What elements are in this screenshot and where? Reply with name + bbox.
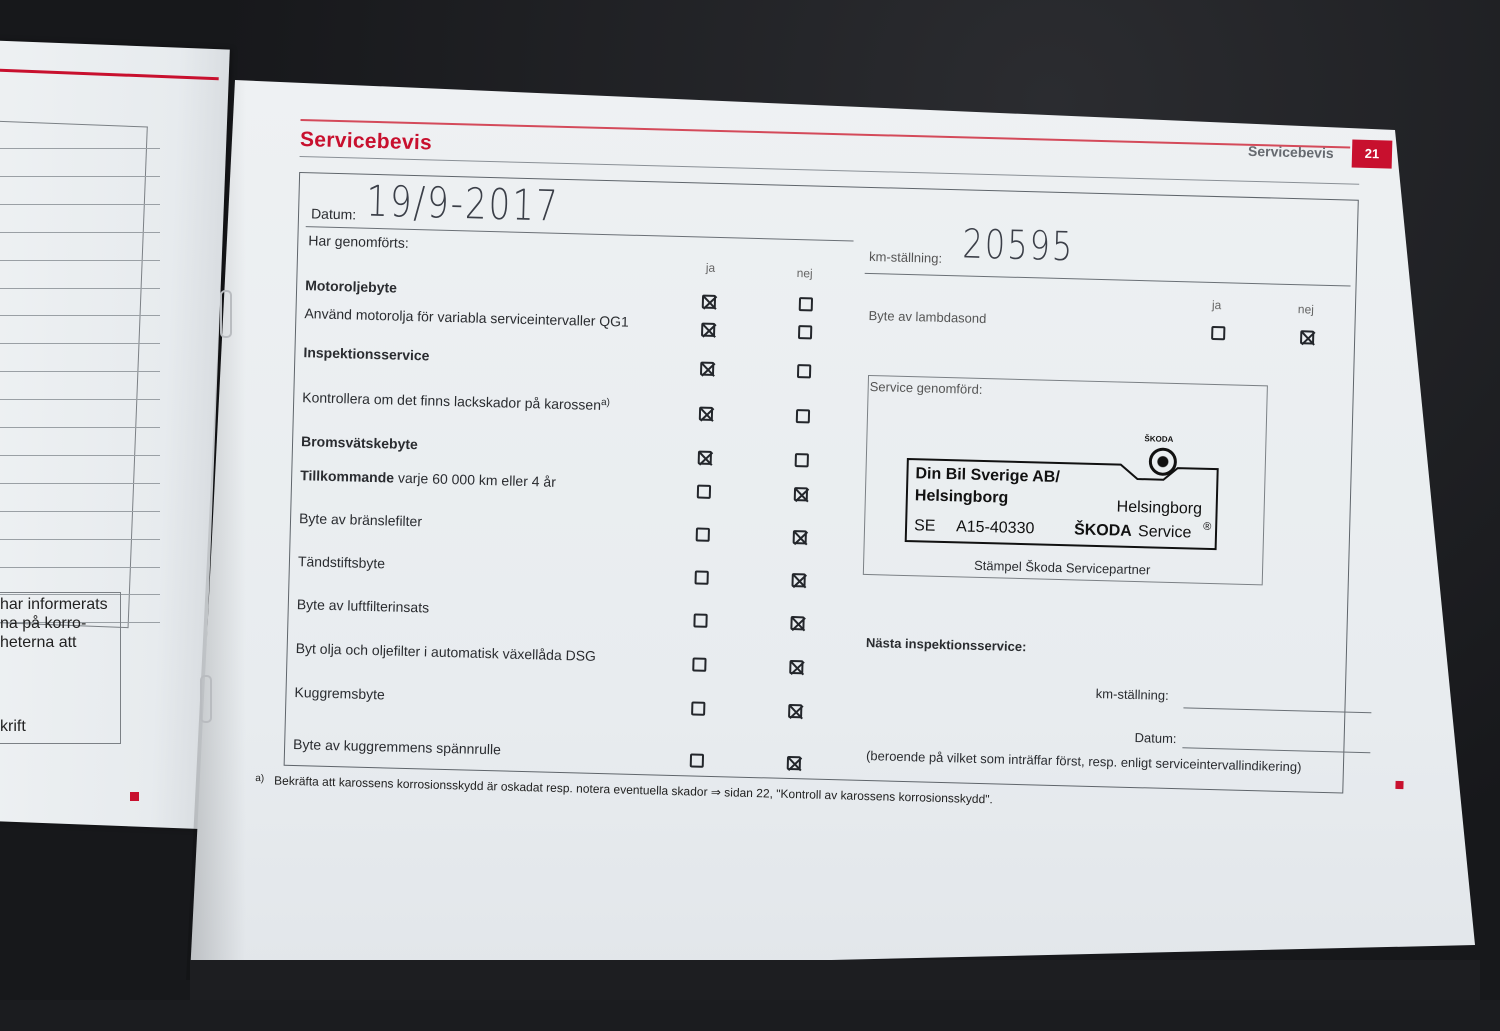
- checkbox-no[interactable]: [798, 325, 812, 339]
- checklist-item-text: Tillkommande: [300, 467, 395, 486]
- checklist-item-label: [301, 433, 418, 452]
- done-label: Har genomförts:: [308, 232, 409, 251]
- checkbox-no[interactable]: [789, 660, 803, 674]
- section-header: Servicebevis: [1247, 142, 1334, 162]
- checklist-item-text: Byt olja och oljefilter i automatisk växellåda DSG: [295, 640, 597, 664]
- checkbox-yes[interactable]: [690, 753, 704, 767]
- checkbox-no[interactable]: [787, 756, 801, 770]
- checkbox-yes[interactable]: [700, 362, 714, 376]
- stamp-brand-small: ŠKODA: [1144, 434, 1174, 444]
- next-service-label: Nästa inspektionsservice:: [865, 634, 1027, 655]
- page-number-badge: 21: [1352, 140, 1393, 169]
- left-page-bottom-text: krift: [0, 718, 26, 735]
- checkbox-yes[interactable]: [698, 451, 712, 465]
- date-label: Datum:: [310, 205, 357, 223]
- checkbox-no[interactable]: [795, 453, 809, 467]
- stamp-caption: Stämpel Škoda Servicepartner: [973, 557, 1151, 578]
- checkbox-yes[interactable]: [693, 613, 707, 627]
- col-no-header: nej: [796, 266, 813, 281]
- next-date-label: Datum:: [1134, 730, 1177, 747]
- checklist-item-text: Kuggremsbyte: [294, 684, 386, 703]
- stamp-code: A15-40330: [955, 518, 1035, 538]
- next-km-label: km-ställning:: [1095, 686, 1169, 703]
- footnote-text: Bekräfta att karossens korrosionsskydd är oskadat resp. notera eventuella skador ⇒ sidan 22, "Kontroll av karossens korrosionsskydd".: [273, 773, 994, 807]
- checkbox-no[interactable]: [790, 616, 804, 630]
- right-red-square: [1395, 781, 1403, 789]
- checklist-item-label: [298, 553, 386, 571]
- lambda-no-checkbox[interactable]: [1300, 330, 1314, 344]
- checklist-item-text: Inspektionsservice: [303, 344, 430, 364]
- checkbox-no[interactable]: [788, 704, 802, 718]
- col-yes-header: ja: [705, 260, 716, 275]
- checklist-item-text: Byte av kuggremmens spännrulle: [292, 736, 502, 758]
- checkbox-yes[interactable]: [692, 657, 706, 671]
- lambda-label: Byte av lambdasond: [868, 307, 987, 327]
- stamp-brand: ŠKODA: [1073, 521, 1133, 540]
- checkbox-yes[interactable]: [691, 701, 705, 715]
- left-page-line: na på korro-: [0, 615, 87, 632]
- checklist-item-text: Byte av luftfilterinsats: [296, 596, 430, 616]
- checklist-item-text: Bromsvätskebyte: [300, 433, 419, 453]
- checkbox-yes[interactable]: [702, 295, 716, 309]
- checklist-item-text: Tändstiftsbyte: [297, 553, 386, 572]
- lambda-col-yes-header: ja: [1211, 297, 1222, 313]
- km-label: km-ställning:: [868, 248, 943, 266]
- checkbox-no[interactable]: [791, 573, 805, 587]
- checklist-item-label: [305, 277, 397, 295]
- checkbox-no[interactable]: [799, 297, 813, 311]
- checklist-item-label: [303, 344, 429, 363]
- next-note: (beroende på vilket som inträffar först, resp. enligt serviceintervallindikering): [865, 748, 1302, 775]
- stamp-city: Helsingborg: [1116, 498, 1203, 518]
- checklist-item-text: Kontrollera om det finns lackskador på karossen: [302, 389, 602, 413]
- top-red-rule: [300, 119, 1350, 148]
- stamp-code-prefix: SE: [913, 517, 936, 535]
- checklist-item-suffix: a): [600, 396, 611, 409]
- checkbox-yes[interactable]: [697, 485, 711, 499]
- km-handwritten: 20595: [961, 219, 1075, 271]
- left-page-line: har informerats: [0, 596, 108, 613]
- stamp-line2: Helsingborg: [914, 487, 1009, 507]
- checkbox-no[interactable]: [797, 364, 811, 378]
- checkbox-no[interactable]: [794, 487, 808, 501]
- dealer-stamp: [904, 434, 1221, 551]
- checklist-item-text: Använd motorolja för variabla serviceintervaller QG1: [304, 305, 630, 330]
- checklist-item-label: [299, 510, 422, 529]
- checklist-item-label: [297, 596, 430, 615]
- footnote-marker: a): [255, 773, 265, 785]
- checklist-item-suffix: varje 60 000 km eller 4 år: [393, 469, 557, 490]
- left-page-line: heterna att: [0, 634, 77, 651]
- stamp-service: Service: [1137, 523, 1192, 542]
- stamp-line1: Din Bil Sverige AB/: [915, 465, 1060, 487]
- checkbox-yes[interactable]: [701, 323, 715, 337]
- checkbox-yes[interactable]: [695, 570, 709, 584]
- checkbox-no[interactable]: [793, 530, 807, 544]
- stamp-reg: ®: [1203, 520, 1212, 533]
- lambda-yes-checkbox[interactable]: [1211, 326, 1225, 340]
- checkbox-yes[interactable]: [696, 527, 710, 541]
- checklist-item-text: Byte av bränslefilter: [298, 510, 423, 530]
- checklist-item-text: Motoroljebyte: [304, 277, 398, 296]
- date-handwritten: 19/9-2017: [365, 176, 561, 232]
- checkbox-no[interactable]: [796, 409, 810, 423]
- checkbox-yes[interactable]: [699, 407, 713, 421]
- checklist-item-label: [294, 684, 385, 702]
- book-bottom-shadow: [190, 960, 1480, 1000]
- lambda-col-no-header: nej: [1297, 302, 1315, 317]
- page-title: Servicebevis: [299, 128, 433, 155]
- service-done-label: Service genomförd:: [869, 379, 983, 397]
